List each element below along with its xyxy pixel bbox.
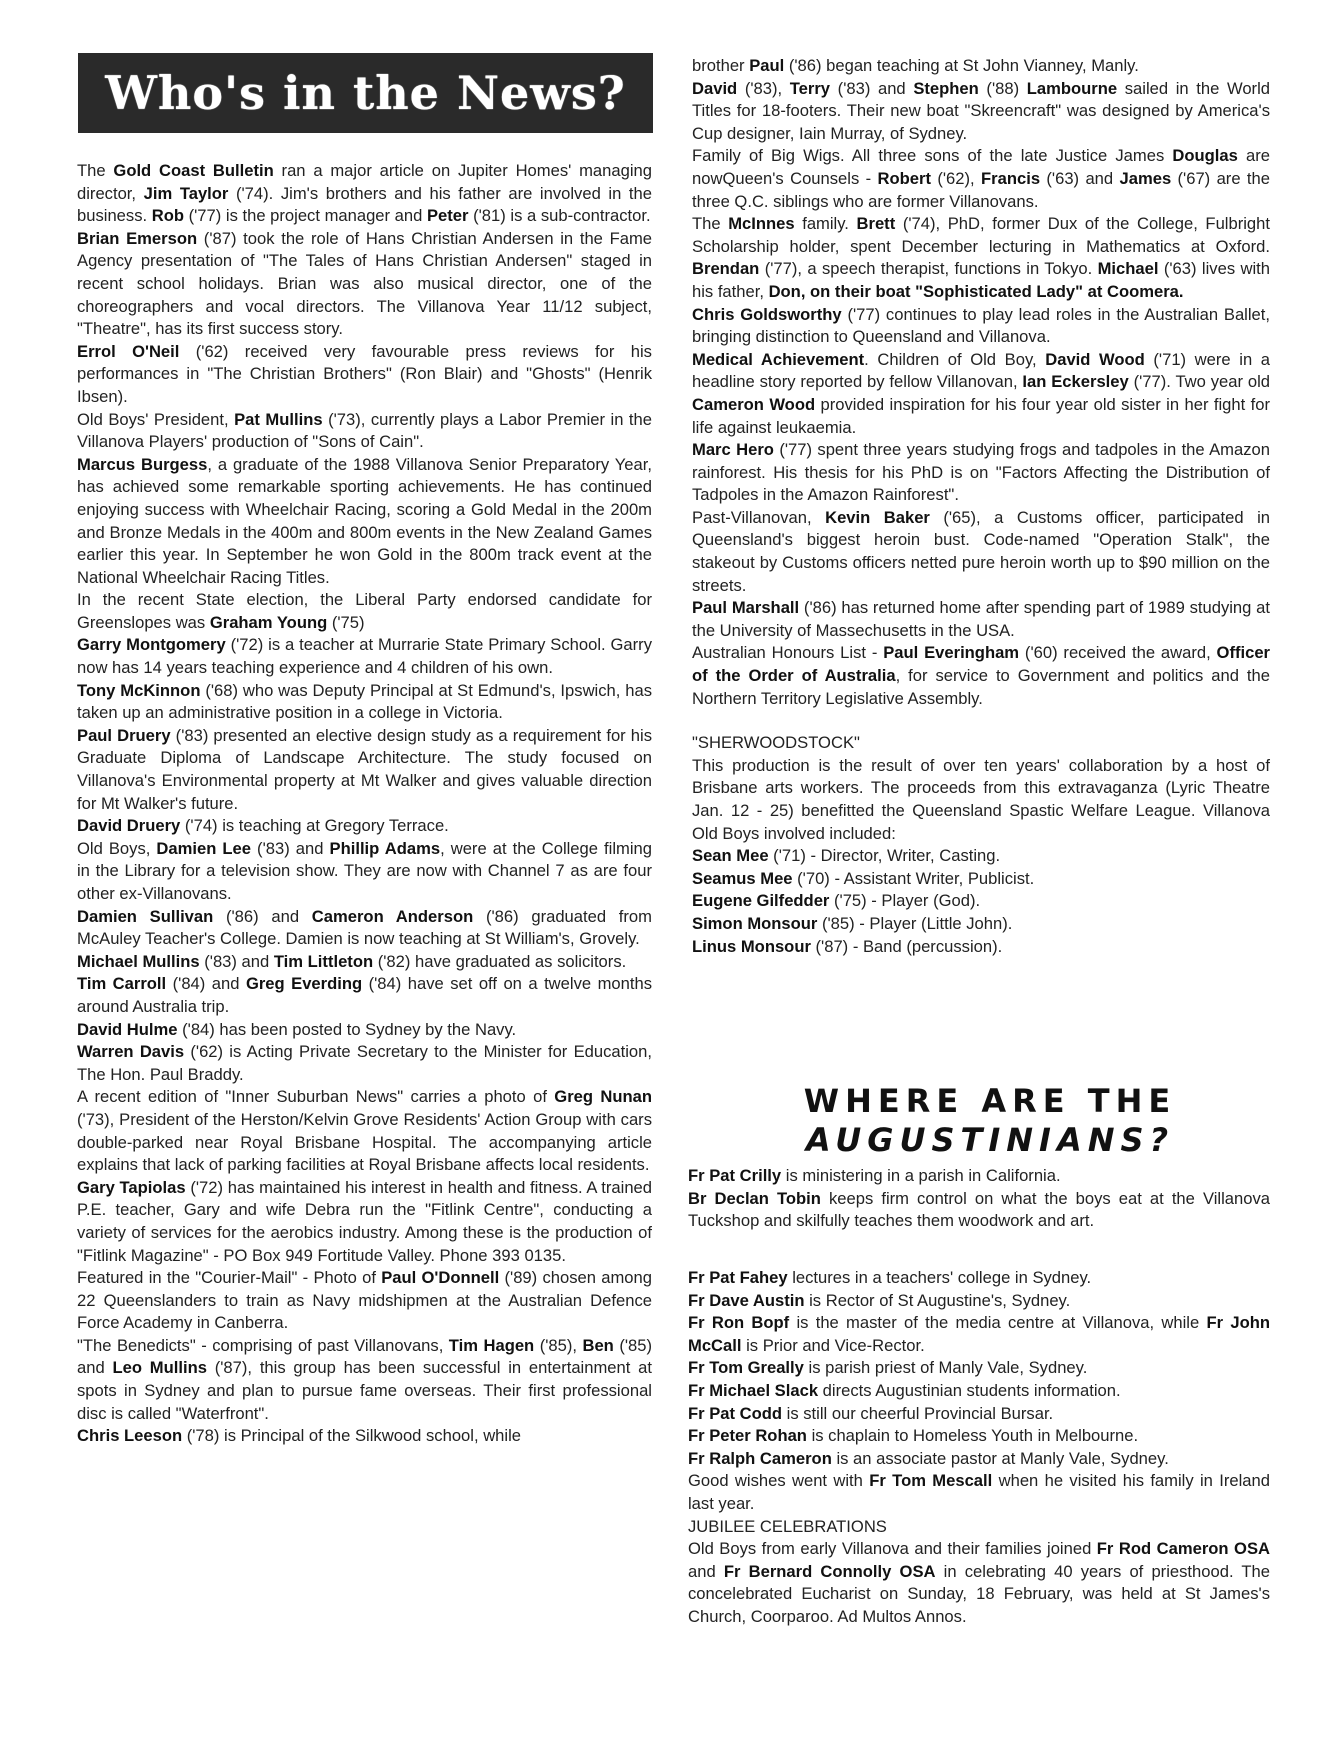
news-paragraph: Tony McKinnon ('68) who was Deputy Principal at St Edmund's, Ipswich, has taken up an administrative position in a college in Victoria.: [77, 680, 652, 723]
news-paragraph: Linus Monsour ('87) - Band (percussion).: [692, 936, 1003, 956]
highlighted-name: Warren Davis: [77, 1042, 185, 1062]
highlighted-name: Leo Mullins: [112, 1358, 207, 1378]
highlighted-name: Kevin Baker: [825, 507, 930, 527]
news-paragraph: Fr Pat Codd is still our cheerful Provincial Bursar.: [688, 1403, 1054, 1423]
highlighted-name: David Druery: [77, 816, 181, 836]
news-paragraph: Seamus Mee ('70) - Assistant Writer, Publicist.: [692, 868, 1035, 888]
news-paragraph: Damien Sullivan ('86) and Cameron Anderson ('86) graduated from McAuley Teacher's College. Damien is now teaching at St William's, Grovely.: [77, 906, 652, 949]
highlighted-name: Stephen: [913, 78, 979, 98]
highlighted-name: Simon Monsour: [692, 913, 818, 933]
news-paragraph: David Hulme ('84) has been posted to Sydney by the Navy.: [77, 1019, 517, 1039]
highlighted-name: Fr Pat Codd: [688, 1403, 783, 1423]
highlighted-name: Fr Michael Slack: [688, 1380, 819, 1400]
right-column: [692, 55, 1270, 958]
highlighted-name: Fr John McCall: [688, 1313, 1270, 1355]
highlighted-name: Douglas: [1172, 146, 1238, 166]
paragraph-gap: [692, 710, 1270, 732]
highlighted-name: Sean Mee: [692, 846, 769, 866]
news-paragraph: Fr Tom Greally is parish priest of Manly Vale, Sydney.: [688, 1358, 1088, 1378]
augustinians-heading-line2: AUGUSTINIANS?: [805, 1121, 1175, 1159]
highlighted-name: Tony McKinnon: [77, 680, 201, 700]
highlighted-name: Fr Bernard Connolly OSA: [723, 1561, 936, 1581]
highlighted-name: Paul O'Donnell: [381, 1268, 500, 1288]
highlighted-name: Paul: [749, 56, 785, 75]
news-paragraph: Sean Mee ('71) - Director, Writer, Casting.: [692, 846, 1001, 866]
highlighted-name: Linus Monsour: [692, 936, 811, 956]
news-paragraph: Family of Big Wigs. All three sons of the late Justice James Douglas are nowQueen's Counsels - Robert ('62), Francis ('63) and James ('67) are the three Q.C. siblings who are former Villanovans.: [692, 146, 1270, 211]
highlighted-name: Br Declan Tobin: [688, 1188, 821, 1208]
highlighted-name: Graham Young: [209, 612, 328, 632]
highlighted-name: Michael: [1097, 259, 1159, 279]
highlighted-name: Fr Pat Crilly: [688, 1166, 782, 1185]
news-paragraph: Errol O'Neil ('62) received very favourable press reviews for his performances in "The Christian Brothers" (Ron Blair) and "Ghosts" (Henrik Ibsen).: [77, 341, 652, 406]
highlighted-name: David Hulme: [77, 1019, 178, 1039]
highlighted-name: Fr Ralph Cameron: [688, 1448, 832, 1468]
highlighted-name: Tim Littleton: [273, 951, 374, 971]
highlighted-name: Lambourne: [1026, 78, 1118, 98]
highlighted-name: Greg Nunan: [554, 1087, 652, 1107]
news-paragraph: Eugene Gilfedder ('75) - Player (God).: [692, 891, 981, 911]
highlighted-name: Damien Sullivan: [77, 906, 214, 926]
highlighted-name: James: [1119, 168, 1172, 188]
highlighted-name: Fr Rod Cameron OSA: [1096, 1539, 1270, 1559]
news-paragraph: Garry Montgomery ('72) is a teacher at Murrarie State Primary School. Garry now has 14 years teaching experience and 4 children of his own.: [77, 635, 653, 678]
highlighted-name: Fr Tom Greally: [688, 1358, 804, 1378]
news-paragraph: In the recent State election, the Liberal Party endorsed candidate for Greenslopes was Graham Young ('75): [77, 590, 652, 632]
highlighted-name: Garry Montgomery: [77, 635, 226, 655]
highlighted-name: Brendan: [692, 259, 760, 279]
highlighted-name: Greg Everding: [245, 974, 363, 994]
news-paragraph: Australian Honours List - Paul Everingham ('60) received the award, Officer of the Order of Australia, for service to Government and politics and the Northern Territory Legislative Assembly.: [692, 643, 1271, 708]
highlighted-name: David Wood: [1045, 349, 1145, 369]
news-paragraph: This production is the result of over ten years' collaboration by a host of Brisbane arts workers. The proceeds from this extravaganza (Lyric Theatre Jan. 12 - 25) benefitted the Queensland Spastic Welfare League. Villanova Old Boys involved included:: [692, 755, 1270, 843]
news-paragraph: Past-Villanovan, Kevin Baker ('65), a Customs officer, participated in Queensland's biggest heroin bust. Code-named "Operation Stalk", the stakeout by Customs officers netted pure heroin worth up to $90 million on the streets.: [692, 507, 1271, 595]
news-paragraph: Fr Dave Austin is Rector of St Augustine's, Sydney.: [688, 1290, 1071, 1310]
highlighted-name: Officer of the Order of Australia: [692, 643, 1271, 686]
title-banner: [78, 53, 653, 133]
highlighted-name: Paul Everingham: [883, 643, 1020, 663]
news-paragraph: Chris Leeson ('78) is Principal of the Silkwood school, while: [77, 1426, 522, 1446]
highlighted-name: Marcus Burgess: [77, 454, 208, 474]
news-paragraph: JUBILEE CELEBRATIONS: [688, 1516, 887, 1536]
augustinians-intro: [688, 1165, 1270, 1233]
highlighted-name: Fr Peter Rohan: [688, 1426, 807, 1446]
highlighted-name: Fr Dave Austin: [688, 1290, 805, 1310]
highlighted-name: Michael Mullins: [77, 951, 200, 971]
news-paragraph: brother Paul ('86) began teaching at St John Vianney, Manly.: [692, 56, 1139, 75]
augustinians-list: [688, 1267, 1270, 1629]
news-paragraph: Fr Peter Rohan is chaplain to Homeless Youth in Melbourne.: [688, 1426, 1139, 1446]
news-paragraph: Gary Tapiolas ('72) has maintained his interest in health and fitness. A trained P.E. teacher, Gary and wife Debra run the "Fitlink Centre", conducting a variety of services for the aerobics industry. Among these is the production of "Fitlink Magazine" - PO Box 949 Fortitude Valley. Phone 393 0135.: [77, 1177, 653, 1265]
news-paragraph: David ('83), Terry ('83) and Stephen ('88) Lambourne sailed in the World Titles for 18-footers. Their new boat "Skreencraft" was designed by America's Cup designer, Iain Murray, of Sydney.: [692, 78, 1271, 143]
highlighted-name: Tim Hagen: [448, 1335, 535, 1355]
page-title: Who's in the News?: [105, 66, 626, 120]
news-paragraph: David Druery ('74) is teaching at Gregory Terrace.: [77, 816, 449, 836]
news-paragraph: Paul Druery ('83) presented an elective design study as a requirement for his Graduate Diploma of Landscape Architecture. The study focused on Villanova's Environmental property at Mt Walker and gives valuable direction for Mt Walker's future.: [77, 725, 652, 813]
highlighted-name: Ben: [582, 1335, 614, 1355]
highlighted-name: Errol O'Neil: [77, 341, 180, 361]
news-paragraph: Old Boys' President, Pat Mullins ('73), currently plays a Labor Premier in the Villanova Players' production of "Sons of Cain".: [77, 409, 652, 452]
news-paragraph: Br Declan Tobin keeps firm control on what the boys eat at the Villanova Tuckshop and skilfully teaches them woodwork and art.: [688, 1188, 1270, 1231]
news-paragraph: Fr Ron Bopf is the master of the media centre at Villanova, while Fr John McCall is Prior and Vice-Rector.: [688, 1313, 1270, 1355]
highlighted-name: Jim Taylor: [143, 183, 229, 203]
left-column: [77, 160, 652, 1448]
highlighted-name: Robert: [877, 168, 931, 188]
news-paragraph: Brian Emerson ('87) took the role of Hans Christian Andersen in the Fame Agency presentation of "The Tales of Hans Christian Andersen" staged in recent school holidays. Brian was also musical director, one of the choreographers and vocal directors. The Villanova Year 11/12 subject, "Theatre", has its first success story.: [77, 228, 653, 339]
highlighted-name: Damien Lee: [156, 838, 252, 858]
news-paragraph: Fr Ralph Cameron is an associate pastor at Manly Vale, Sydney.: [688, 1448, 1169, 1468]
news-paragraph: Tim Carroll ('84) and Greg Everding ('84) have set off on a twelve months around Australia trip.: [77, 974, 652, 1016]
news-paragraph: Fr Michael Slack directs Augustinian students information.: [688, 1380, 1121, 1400]
news-paragraph: The Gold Coast Bulletin ran a major article on Jupiter Homes' managing director, Jim Taylor ('74). Jim's brothers and his father are involved in the business. Rob ('77) is the project manager and Peter ('81) is a sub-contractor.: [77, 161, 652, 226]
highlighted-name: Francis: [981, 168, 1041, 188]
highlighted-name: Marc Hero: [692, 440, 774, 460]
news-paragraph: Paul Marshall ('86) has returned home after spending part of 1989 studying at the University of Massechusetts in the USA.: [692, 598, 1270, 640]
highlighted-name: Terry: [789, 78, 831, 98]
news-paragraph: Michael Mullins ('83) and Tim Littleton ('82) have graduated as solicitors.: [77, 951, 627, 971]
highlighted-name: Peter: [426, 206, 469, 226]
news-paragraph: "The Benedicts" - comprising of past Villanovans, Tim Hagen ('85), Ben ('85) and Leo Mullins ('87), this group has been successful in entertainment at spots in Sydney and plan to pursue fame overseas. Their first professional disc is called "Waterfront".: [77, 1335, 652, 1423]
highlighted-name: Cameron Anderson: [311, 906, 474, 926]
highlighted-name: Fr Tom Mescall: [869, 1471, 993, 1491]
highlighted-name: Paul Marshall: [692, 598, 800, 618]
news-paragraph: Featured in the "Courier-Mail" - Photo of Paul O'Donnell ('89) chosen among 22 Queenslanders to train as Navy midshipmen at the Australian Defence Force Academy in Canberra.: [77, 1268, 652, 1333]
highlighted-name: Rob: [151, 206, 184, 226]
news-paragraph: The McInnes family. Brett ('74), PhD, former Dux of the College, Fulbright Scholarship holder, spent December lecturing in Mathematics at Oxford. Brendan ('77), a speech therapist, functions in Tokyo. Michael ('63) lives with his father, Don, on their boat "Sophisticated Lady" at Coomera.: [692, 214, 1270, 301]
highlighted-name: Cameron Wood: [692, 394, 816, 414]
news-paragraph: Old Boys from early Villanova and their families joined Fr Rod Cameron OSA and Fr Bernard Connolly OSA in celebrating 40 years of priesthood. The concelebrated Eucharist on Sunday, 18 February, was held at St James's Church, Coorparoo. Ad Multos Annos.: [688, 1539, 1271, 1626]
news-paragraph: Old Boys, Damien Lee ('83) and Phillip Adams, were at the College filming in the Library for a television show. They are now with Channel 7 as are four other ex-Villanovans.: [77, 838, 652, 903]
highlighted-name: Tim Carroll: [77, 974, 167, 994]
news-paragraph: Warren Davis ('62) is Acting Private Secretary to the Minister for Education, The Hon. Paul Braddy.: [77, 1042, 652, 1084]
highlighted-name: Seamus Mee: [692, 868, 793, 888]
news-paragraph: Fr Pat Crilly is ministering in a parish in California.: [688, 1166, 1061, 1185]
highlighted-name: Chris Leeson: [77, 1426, 183, 1446]
highlighted-name: Brett: [856, 214, 896, 234]
highlighted-name: Pat Mullins: [234, 409, 323, 429]
highlighted-name: McInnes: [728, 214, 795, 234]
highlighted-name: Eugene Gilfedder: [692, 891, 830, 911]
news-paragraph: Marcus Burgess, a graduate of the 1988 Villanova Senior Preparatory Year, has achieved some remarkable sporting achievements. He has continued enjoying success with Wheelchair Racing, scoring a Gold Medal in the 200m and Bronze Medals in the 400m and 800m events in the New Zealand Games earlier this year. In September he won Gold in the 800m track event at the National Wheelchair Racing Titles.: [77, 454, 652, 587]
highlighted-name: Gold Coast Bulletin: [113, 161, 274, 180]
highlighted-name: Ian Eckersley: [1022, 372, 1129, 392]
highlighted-name: Phillip Adams: [329, 838, 441, 858]
news-paragraph: "SHERWOODSTOCK": [692, 733, 860, 753]
news-paragraph: Fr Pat Fahey lectures in a teachers' college in Sydney.: [688, 1268, 1092, 1287]
highlighted-name: Fr Pat Fahey: [688, 1268, 788, 1287]
highlighted-name: Don, on their boat "Sophisticated Lady" at Coomera.: [768, 281, 1184, 301]
highlighted-name: Chris Goldsworthy: [692, 304, 842, 324]
news-paragraph: Good wishes went with Fr Tom Mescall when he visited his family in Ireland last year.: [688, 1471, 1270, 1513]
highlighted-name: David: [692, 78, 738, 98]
news-paragraph: Simon Monsour ('85) - Player (Little John).: [692, 913, 1013, 933]
news-paragraph: A recent edition of "Inner Suburban News" carries a photo of Greg Nunan ('73), President of the Herston/Kelvin Grove Residents' Action Group with cars double-parked near Royal Brisbane Hospital. The accompanying article explains that lack of parking facilities at Royal Brisbane affects local residents.: [77, 1087, 652, 1175]
augustinians-heading: [780, 1082, 1200, 1160]
highlighted-name: Fr Ron Bopf: [688, 1313, 790, 1333]
highlighted-name: Medical Achievement: [692, 349, 865, 369]
highlighted-name: Brian Emerson: [77, 228, 198, 248]
highlighted-name: Gary Tapiolas: [77, 1177, 186, 1197]
augustinians-heading-line1: WHERE ARE THE: [803, 1082, 1177, 1120]
news-paragraph: Chris Goldsworthy ('77) continues to play lead roles in the Australian Ballet, bringing distinction to Queensland and Villanova.: [692, 304, 1270, 347]
news-paragraph: Marc Hero ('77) spent three years studying frogs and tadpoles in the Amazon rainforest. His thesis for his PhD is on "Factors Affecting the Distribution of Tadpoles in the Amazon Rainforest".: [692, 440, 1270, 505]
highlighted-name: Paul Druery: [77, 725, 171, 745]
news-paragraph: Medical Achievement. Children of Old Boy, David Wood ('71) were in a headline story reported by fellow Villanovan, Ian Eckersley ('77). Two year old Cameron Wood provided inspiration for his four year old sister in her fight for life against leukaemia.: [692, 349, 1271, 437]
